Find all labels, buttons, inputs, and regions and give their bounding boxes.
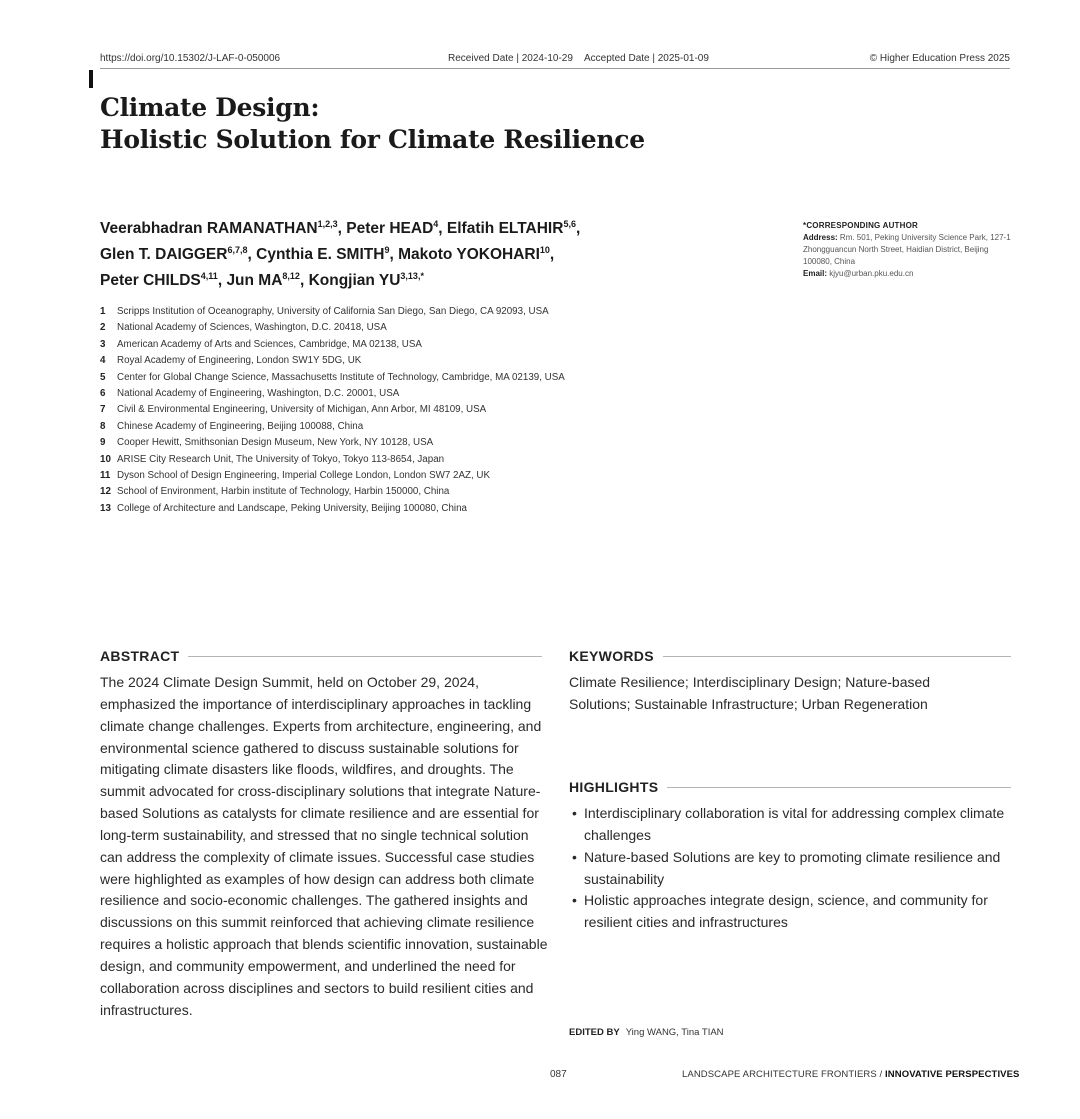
title-line-2: Holistic Solution for Climate Resilience	[100, 125, 645, 154]
section-rule	[667, 787, 1011, 788]
highlight-item: • Nature-based Solutions are key to promoting climate resilience and sustainability	[572, 848, 1001, 887]
affiliation-item	[100, 320, 565, 336]
affiliation-text: Dyson School of Design Engineering, Imperial College London, London SW7 2AZ, UK	[117, 469, 491, 481]
affiliation-text: Chinese Academy of Engineering, Beijing 100088, China	[117, 420, 364, 432]
author: Makoto YOKOHARI$^{10}$,	[398, 245, 555, 263]
affiliation-text: National Academy of Sciences, Washington, D.C. 20418, USA	[117, 322, 387, 334]
section-name: INNOVATIVE PERSPECTIVES	[885, 1069, 1020, 1080]
affiliation-item	[100, 402, 565, 418]
affiliation-number: 3	[100, 338, 106, 350]
affiliation-text: Cooper Hewitt, Smithsonian Design Museum, New York, NY 10128, USA	[117, 437, 434, 449]
journal-name: LANDSCAPE ARCHITECTURE FRONTIERS /	[682, 1069, 883, 1080]
affiliation-text: College of Architecture and Landscape, Peking University, Beijing 100080, China	[117, 502, 467, 514]
author: Jun MA$^{8,12}$,	[226, 271, 309, 289]
affiliation-item	[100, 501, 565, 517]
highlights-list	[569, 803, 1019, 934]
affiliation-item	[100, 304, 565, 320]
affiliation-number: 12	[100, 486, 111, 498]
author: Elfatih ELTAHIR$^{5,6}$,	[446, 219, 581, 237]
author: Cynthia E. SMITH$^9$,	[256, 245, 399, 263]
highlights-heading: HIGHLIGHTS	[569, 779, 1011, 795]
email-label: Email:	[803, 269, 828, 278]
highlight-item: • Holistic approaches integrate design, science, and community for resilient cities and infrastructures	[572, 892, 988, 931]
edited-by-label: EDITED BY	[569, 1027, 620, 1038]
section-rule	[188, 656, 542, 657]
received-date: Received Date | 2024-10-29	[448, 53, 573, 64]
affiliation-number: 10	[100, 453, 111, 465]
keywords-text: Climate Resilience; Interdisciplinary Design; Nature-based Solutions; Sustainable Infrastructure; Urban Regeneration	[569, 674, 931, 712]
corresponding-author-label: *CORRESPONDING AUTHOR	[803, 221, 919, 230]
author-list	[100, 216, 660, 294]
publisher-copyright: © Higher Education Press 2025	[869, 53, 1010, 64]
author: Peter CHILDS$^{4,11}$,	[100, 271, 227, 289]
affiliation-number: 2	[100, 322, 106, 334]
affiliation-text: ARISE City Research Unit, The University of Tokyo, Tokyo 113-8654, Japan	[117, 453, 445, 465]
author: Veerabhadran RAMANATHAN$^{1,2,3}$,	[100, 219, 347, 237]
affiliation-number: 5	[100, 371, 106, 383]
abstract-heading: ABSTRACT	[100, 648, 542, 664]
author: Kongjian $YU^{3,13,*}$	[308, 271, 424, 289]
address-text: Rm. 501, Peking University Science Park, 127-1 Zhongguancun North Street, Haidian District, Beijing 100080, China	[803, 233, 1011, 266]
affiliation-text: American Academy of Arts and Sciences, Cambridge, MA 02138, USA	[117, 338, 422, 350]
bullet-icon: •	[572, 892, 577, 909]
accepted-date: Accepted Date | 2025-01-09	[584, 53, 709, 64]
affiliation-number: 7	[100, 404, 106, 416]
affiliation-text: Center for Global Change Science, Massachusetts Institute of Technology, Cambridge, MA 02139, USA	[117, 371, 565, 383]
affiliation-item	[100, 468, 565, 484]
affiliation-text: National Academy of Engineering, Washington, D.C. 20001, USA	[117, 387, 400, 399]
affiliation-item	[100, 484, 565, 500]
affiliation-number: 6	[100, 387, 106, 399]
affiliation-number: 1	[100, 306, 106, 317]
email-link[interactable]: kjyu@urban.pku.edu.cn	[829, 269, 914, 278]
abstract-text: The 2024 Climate Design Summit, held on October 29, 2024, emphasized the importance of interdisciplinary approaches in tackling climate change challenges. Experts from architecture, engineering, and environmental science gathered to discuss sustainable solutions for mitigating climate disasters like floods, wildfires, and droughts. The summit advocated for cross-disciplinary solutions that integrate Nature-based Solutions as catalysts for climate resilience and are essential for long-term sustainability, and stressed that no single technical solution can address the complexity of climate issues. Successful case studies were highlighted as examples of how design can address both climate resilience and socio-economic challenges. The gathered insights and discussions on this summit reinforced that achieving climate resilience requires a holistic approach that blends scientific innovation, sustainable design, and community empowerment, and underlined the need for collaboration across disciplines and sectors to build resilient cities and infrastructures.	[100, 674, 548, 1018]
affiliation-number: 8	[100, 420, 106, 432]
affiliation-text: Royal Academy of Engineering, London SW1Y 5DG, UK	[117, 355, 362, 367]
doi-link[interactable]: https://doi.org/10.15302/J-LAF-0-050006	[100, 53, 281, 64]
affiliation-item	[100, 370, 565, 386]
corresponding-author-box	[803, 220, 1018, 280]
keywords-heading: KEYWORDS	[569, 648, 1011, 664]
page-number: 087	[550, 1069, 567, 1080]
bullet-icon: •	[572, 848, 577, 865]
header-rule	[100, 68, 1010, 69]
highlight-item: • Interdisciplinary collaboration is vital for addressing complex climate challenges	[572, 805, 1005, 843]
bullet-icon: •	[572, 805, 577, 821]
affiliation-number: 13	[100, 502, 111, 514]
affiliation-number: 9	[100, 437, 106, 449]
title-line-1: Climate Design:	[100, 93, 320, 122]
title-marker-bar	[89, 70, 93, 88]
affiliation-item	[100, 386, 565, 402]
affiliation-item	[100, 337, 565, 353]
affiliation-item	[100, 419, 565, 435]
author: Glen T. DAIGGER$^{6,7,8}$,	[100, 245, 257, 263]
author: Peter HEAD$^4$,	[346, 219, 447, 237]
affiliation-item	[100, 452, 565, 468]
article-title	[100, 92, 645, 156]
affiliation-list	[100, 304, 565, 517]
affiliation-item	[100, 353, 565, 369]
journal-footer	[682, 1069, 1020, 1080]
affiliation-number: 4	[100, 355, 106, 367]
affiliation-number: 11	[100, 469, 111, 481]
section-rule	[663, 656, 1011, 657]
edited-by	[569, 1027, 724, 1038]
address-label: Address:	[803, 233, 838, 242]
editor-names: Ying WANG, Tina TIAN	[625, 1027, 724, 1038]
affiliation-text: Scripps Institution of Oceanography, University of California San Diego, San Diego, CA 92093, USA	[117, 306, 549, 317]
affiliation-text: School of Environment, Harbin institute of Technology, Harbin 150000, China	[117, 486, 450, 498]
affiliation-item	[100, 435, 565, 451]
affiliation-text: Civil & Environmental Engineering, University of Michigan, Ann Arbor, MI 48109, USA	[117, 404, 487, 416]
